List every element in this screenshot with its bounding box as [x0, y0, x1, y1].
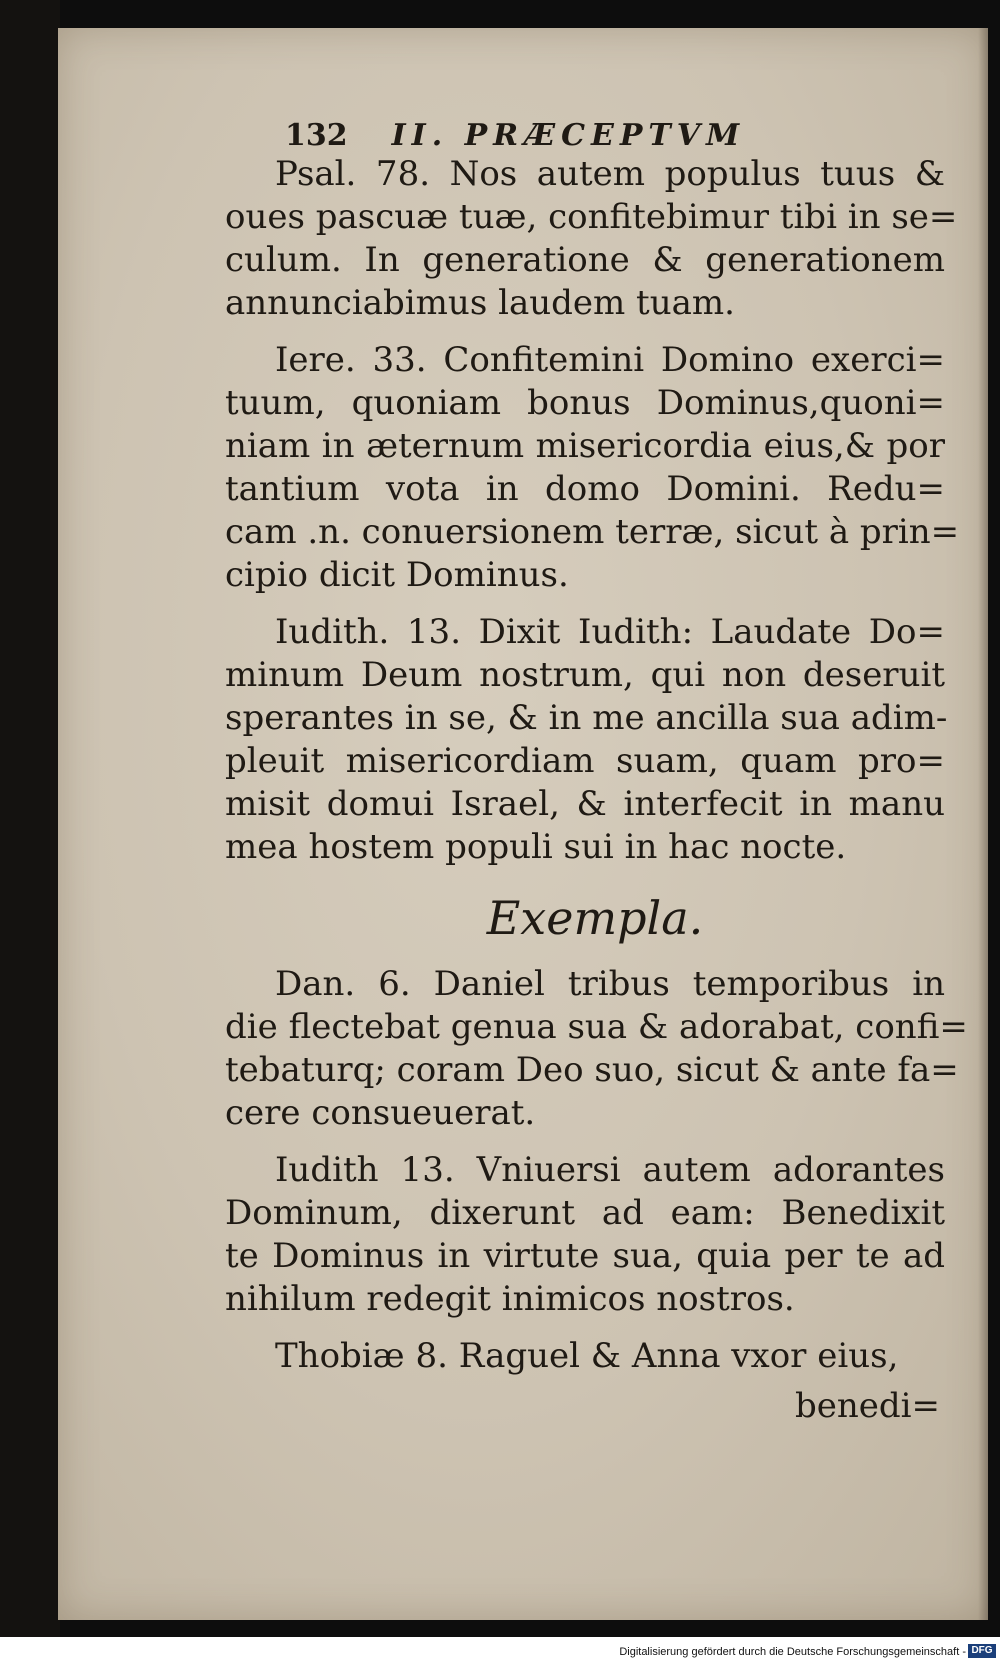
- text-line: Dan. 6. Daniel tribus temporibus in: [275, 964, 945, 1004]
- text-line: mea hostem populi sui in hac nocte.: [225, 827, 847, 867]
- dfg-logo: DFG: [968, 1644, 996, 1658]
- paragraph-psalm: [225, 153, 958, 325]
- footer-bar: [0, 1637, 1000, 1665]
- running-title: II. PRÆCEPTVM: [391, 118, 746, 153]
- text-line: cere consueuerat.: [225, 1093, 536, 1133]
- page-text: [225, 118, 968, 1426]
- example-daniel: [225, 963, 968, 1135]
- text-line: cam .n. conuersionem terræ, sicut à prin=: [225, 512, 960, 552]
- text-line: te Dominus in virtute sua, quia per te ad: [225, 1236, 945, 1276]
- text-line: nihilum redegit inimicos nostros.: [225, 1279, 795, 1319]
- text-line: Thobiæ 8. Raguel & Anna vxor eius,: [275, 1336, 899, 1376]
- text-line: tebaturq; coram Deo suo, sicut & ante fa=: [225, 1050, 959, 1090]
- text-line: misit domui Israel, & interfecit in manu: [225, 784, 945, 824]
- section-heading: Exempla.: [486, 891, 704, 945]
- text-line: niam in æternum misericordia eius,& por: [225, 426, 945, 466]
- funding-credit: Digitalisierung gefördert durch die Deutsche Forschungsgemeinschaft -: [619, 1646, 966, 1658]
- text-line: die flectebat genua sua & adorabat, confi=: [225, 1007, 968, 1047]
- catchword: benedi=: [794, 1386, 940, 1426]
- scan-background: [0, 0, 60, 1665]
- text-line: Iere. 33. Confitemini Domino exerci=: [275, 340, 945, 380]
- paragraph-judith: [225, 611, 948, 869]
- text-line: tuum, quoniam bonus Dominus,quoni=: [225, 383, 945, 423]
- text-line: Iudith 13. Vniuersi autem adorantes: [275, 1150, 945, 1190]
- text-line: annunciabimus laudem tuam.: [225, 283, 735, 323]
- example-tobit: [225, 1335, 945, 1378]
- text-line: oues pascuæ tuæ, confitebimur tibi in se=: [225, 197, 958, 237]
- page-edge-shadow: [978, 28, 988, 1620]
- text-line: cipio dicit Dominus.: [225, 555, 569, 595]
- text-line: tantium vota in domo Domini. Redu=: [225, 469, 945, 509]
- page-number: 132: [285, 118, 348, 153]
- text-line: Iudith. 13. Dixit Iudith: Laudate Do=: [275, 612, 945, 652]
- text-line: sperantes in se, & in me ancilla sua adim-: [225, 698, 948, 738]
- text-line: pleuit misericordiam suam, quam pro=: [225, 741, 945, 781]
- running-head: [285, 118, 945, 153]
- text-line: culum. In generatione & generationem: [225, 240, 945, 280]
- paragraph-jeremiah: [225, 339, 960, 597]
- text-line: Dominum, dixerunt ad eam: Benedixit: [225, 1193, 945, 1233]
- text-line: Psal. 78. Nos autem populus tuus &: [275, 154, 945, 194]
- example-judith: [225, 1149, 945, 1321]
- text-line: minum Deum nostrum, qui non deseruit: [225, 655, 945, 695]
